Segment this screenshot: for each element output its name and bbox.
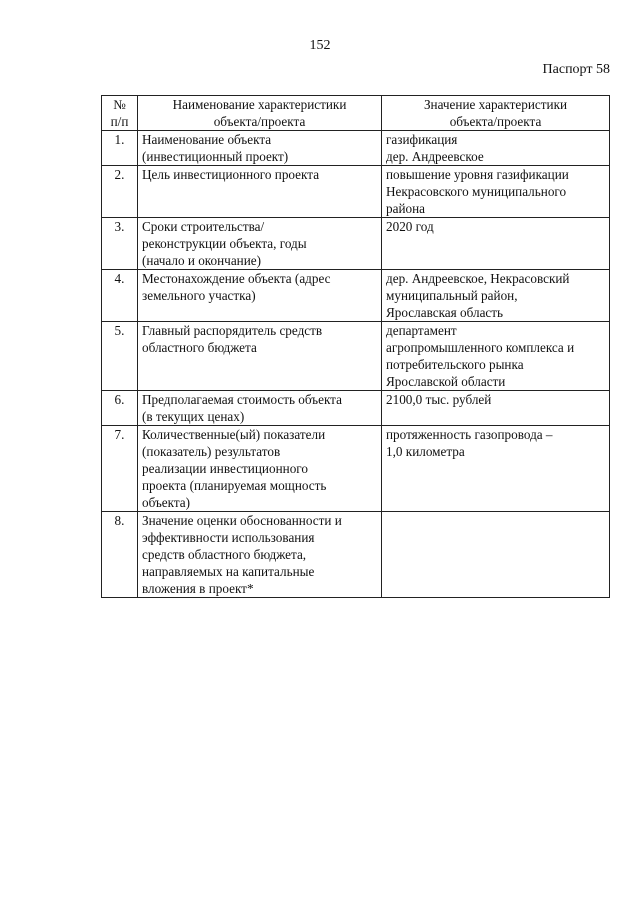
- table-row: [102, 322, 610, 391]
- cell-line: района: [386, 201, 426, 216]
- row-number-cell: 6.: [102, 391, 138, 426]
- cell-line: реализации инвестиционного: [142, 461, 308, 476]
- table-row: [102, 131, 610, 166]
- characteristic-name-cell: [138, 218, 382, 270]
- characteristic-name-cell: [138, 426, 382, 512]
- table-body: [102, 131, 610, 598]
- characteristic-name-cell: [138, 512, 382, 598]
- cell-line: реконструкции объекта, годы: [142, 236, 307, 251]
- table-row: [102, 512, 610, 598]
- table-row: [102, 218, 610, 270]
- cell-line: Ярославская область: [386, 305, 504, 320]
- characteristic-value-cell: [382, 322, 610, 391]
- characteristic-value-cell: [382, 270, 610, 322]
- cell-line: дер. Андреевское: [386, 149, 484, 164]
- cell-line: муниципальный район,: [386, 288, 518, 303]
- table-header-row: [102, 96, 610, 131]
- table-row: [102, 270, 610, 322]
- cell-line: Значение оценки обоснованности и: [142, 513, 342, 528]
- cell-line: земельного участка): [142, 288, 256, 303]
- cell-line: Главный распорядитель средств: [142, 323, 323, 338]
- row-number-cell: 1.: [102, 131, 138, 166]
- header-characteristic-name: [138, 96, 382, 131]
- cell-line: Ярославской области: [386, 374, 506, 389]
- cell-line: департамент: [386, 323, 457, 338]
- cell-line: объекта): [142, 495, 191, 510]
- characteristic-name-cell: [138, 391, 382, 426]
- characteristic-name-cell: [138, 270, 382, 322]
- cell-line: эффективности использования: [142, 530, 315, 545]
- characteristic-value-cell: [382, 426, 610, 512]
- cell-line: (показатель) результатов: [142, 444, 281, 459]
- characteristic-name-cell: [138, 131, 382, 166]
- cell-line: Некрасовского муниципального: [386, 184, 567, 199]
- cell-line: областного бюджета: [142, 340, 257, 355]
- cell-line: агропромышленного комплекса и: [386, 340, 575, 355]
- cell-line: (в текущих ценах): [142, 409, 245, 424]
- table-row: [102, 166, 610, 218]
- cell-line: Местонахождение объекта (адрес: [142, 271, 331, 286]
- characteristic-value-cell: [382, 512, 610, 598]
- passport-label: Паспорт 58: [542, 62, 610, 77]
- passport-table: [101, 95, 610, 598]
- cell-line: потребительского рынка: [386, 357, 524, 372]
- cell-line: 1,0 километра: [386, 444, 465, 459]
- row-number-cell: 7.: [102, 426, 138, 512]
- cell-line: Наименование объекта: [142, 132, 272, 147]
- cell-line: дер. Андреевское, Некрасовский: [386, 271, 570, 286]
- cell-line: Предполагаемая стоимость объекта: [142, 392, 342, 407]
- cell-line: (начало и окончание): [142, 253, 262, 268]
- characteristic-value-cell: [382, 391, 610, 426]
- row-number-cell: 8.: [102, 512, 138, 598]
- characteristic-name-cell: [138, 166, 382, 218]
- cell-line: 2020 год: [386, 219, 434, 234]
- characteristic-value-cell: [382, 218, 610, 270]
- row-number-cell: 2.: [102, 166, 138, 218]
- header-line: №: [113, 97, 126, 112]
- cell-line: (инвестиционный проект): [142, 149, 289, 164]
- cell-line: газификация: [386, 132, 458, 147]
- cell-line: проекта (планируемая мощность: [142, 478, 327, 493]
- cell-line: Сроки строительства/: [142, 219, 265, 234]
- cell-line: Количественные(ый) показатели: [142, 427, 326, 442]
- header-line: Наименование характеристики: [172, 97, 347, 112]
- row-number-cell: 3.: [102, 218, 138, 270]
- table-row: [102, 391, 610, 426]
- header-line: объекта/проекта: [213, 114, 306, 129]
- cell-line: протяженность газопровода –: [386, 427, 553, 442]
- header-line: объекта/проекта: [449, 114, 542, 129]
- header-line: п/п: [110, 114, 129, 129]
- characteristic-value-cell: [382, 166, 610, 218]
- cell-line: 2100,0 тыс. рублей: [386, 392, 492, 407]
- header-characteristic-value: [382, 96, 610, 131]
- cell-line: средств областного бюджета,: [142, 547, 307, 562]
- characteristic-name-cell: [138, 322, 382, 391]
- header-number: [102, 96, 138, 131]
- cell-line: повышение уровня газификации: [386, 167, 569, 182]
- page-number: 152: [309, 38, 331, 53]
- cell-line: вложения в проект*: [142, 581, 254, 596]
- characteristic-value-cell: [382, 131, 610, 166]
- cell-line: направляемых на капитальные: [142, 564, 315, 579]
- table-row: [102, 426, 610, 512]
- row-number-cell: 4.: [102, 270, 138, 322]
- header-line: Значение характеристики: [423, 97, 568, 112]
- row-number-cell: 5.: [102, 322, 138, 391]
- cell-line: Цель инвестиционного проекта: [142, 167, 320, 182]
